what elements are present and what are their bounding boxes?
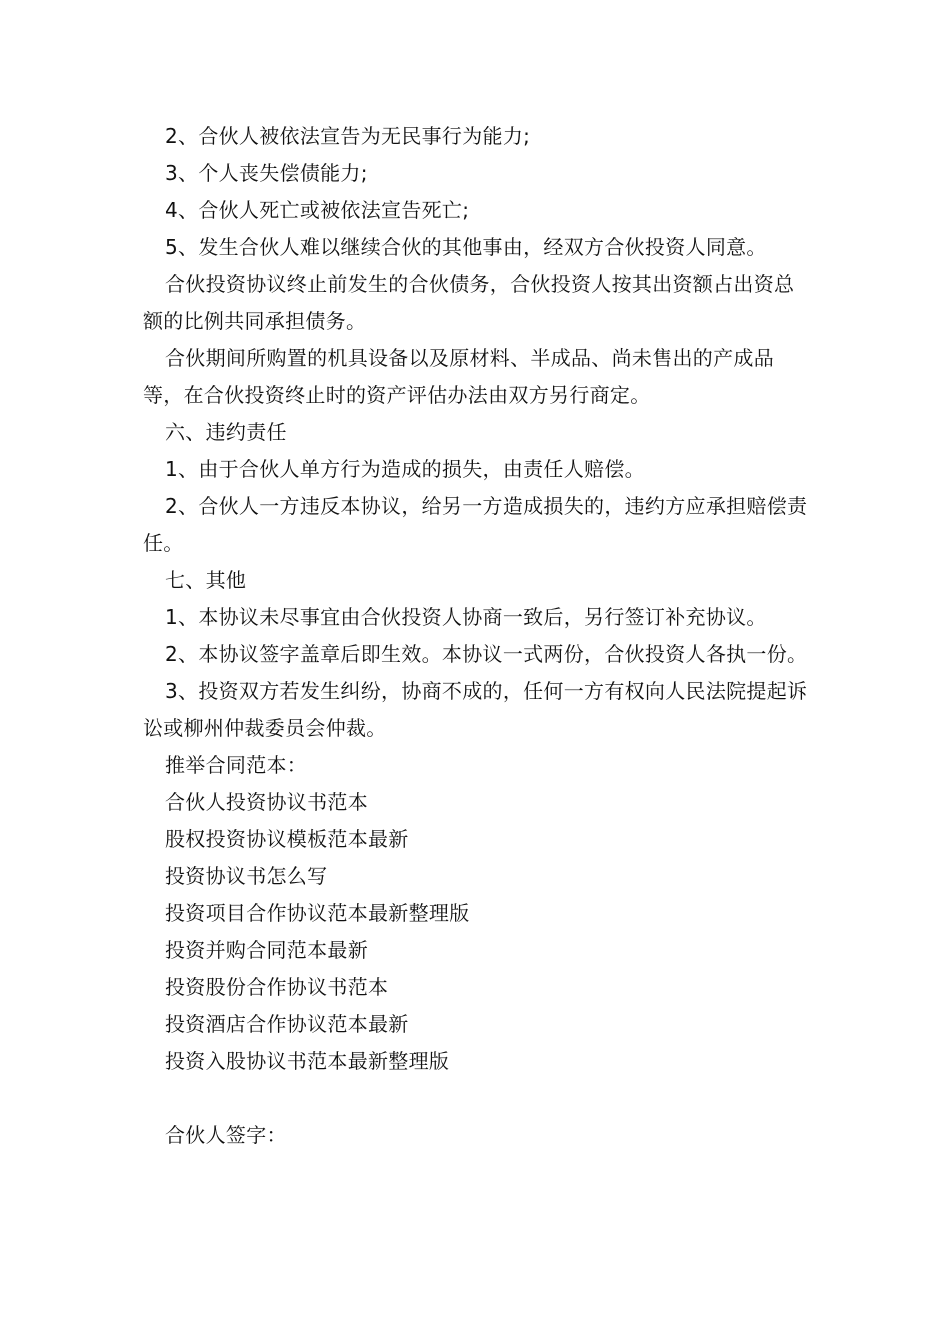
template-link-1: 合伙人投资协议书范本	[165, 790, 368, 814]
clause-4-death: 4、合伙人死亡或被依法宣告死亡;	[165, 198, 470, 222]
other-clause-2: 2、本协议签字盖章后即生效。本协议一式两份，合伙投资人各执一份。	[165, 642, 808, 666]
document-body	[143, 118, 808, 1154]
template-link-4: 投资项目合作协议范本最新整理版	[165, 901, 470, 925]
section-heading-other: 七、其他	[165, 568, 247, 592]
other-clause-3: 3、投资双方若发生纠纷，协商不成的，任何一方有权向人民法院提起诉讼或柳州仲裁委员会仲裁。	[143, 679, 808, 740]
template-link-5: 投资并购合同范本最新	[165, 938, 368, 962]
paragraph-assets: 合伙期间所购置的机具设备以及原材料、半成品、尚未售出的产成品等，在合伙投资终止时的资产评估办法由双方另行商定。	[143, 346, 774, 407]
signature-label: 合伙人签字：	[165, 1123, 287, 1147]
other-clause-1: 1、本协议未尽事宜由合伙投资人协商一致后，另行签订补充协议。	[165, 605, 767, 629]
paragraph-debts: 合伙投资协议终止前发生的合伙债务，合伙投资人按其出资额占出资总额的比例共同承担债务。	[143, 272, 795, 333]
template-link-7: 投资酒店合作协议范本最新	[165, 1012, 409, 1036]
template-link-2: 股权投资协议模板范本最新	[165, 827, 409, 851]
clause-2-incapacity: 2、合伙人被依法宣告为无民事行为能力;	[165, 124, 531, 148]
template-link-6: 投资股份合作协议书范本	[165, 975, 389, 999]
template-link-8: 投资入股协议书范本最新整理版	[165, 1049, 450, 1073]
blank-line	[143, 1080, 808, 1117]
template-link-3: 投资协议书怎么写	[165, 864, 328, 888]
liability-clause-2: 2、合伙人一方违反本协议，给另一方造成损失的，违约方应承担赔偿责任。	[143, 494, 808, 555]
section-heading-liability: 六、违约责任	[165, 420, 287, 444]
clause-3-insolvency: 3、个人丧失偿债能力;	[165, 161, 368, 185]
clause-5-other-reasons: 5、发生合伙人难以继续合伙的其他事由，经双方合伙投资人同意。	[165, 235, 767, 259]
liability-clause-1: 1、由于合伙人单方行为造成的损失，由责任人赔偿。	[165, 457, 645, 481]
recommended-templates-heading: 推举合同范本：	[165, 753, 308, 777]
